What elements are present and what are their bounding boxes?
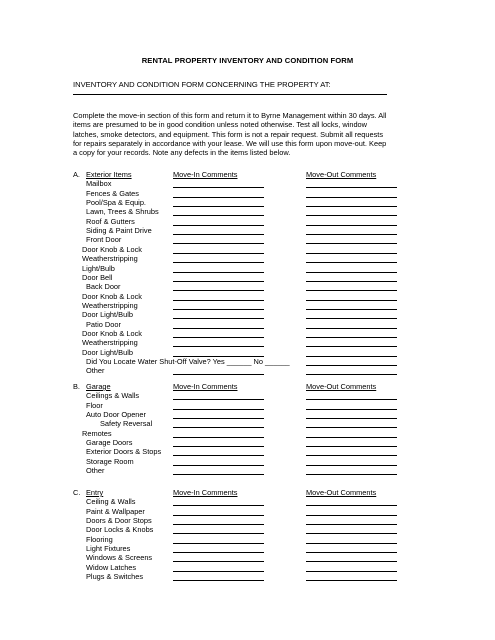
move-in-comment-field[interactable] — [173, 374, 264, 375]
section-title: Entry — [86, 488, 104, 497]
move-out-comment-field[interactable] — [306, 206, 397, 207]
move-in-comment-field[interactable] — [173, 309, 264, 310]
item-label: Other — [86, 466, 105, 476]
move-in-comment-field[interactable] — [173, 437, 264, 438]
move-out-comment-field[interactable] — [306, 337, 397, 338]
move-out-comment-field[interactable] — [306, 225, 397, 226]
move-in-comment-field[interactable] — [173, 187, 264, 188]
section-letter: C. — [73, 488, 81, 497]
item-label: Ceiling & Walls — [86, 497, 136, 507]
section-letter: B. — [73, 382, 80, 391]
item-label: Remotes — [82, 428, 112, 438]
item-label: Doors & Door Stops — [86, 516, 152, 526]
item-label: Garage Doors — [86, 438, 133, 448]
move-in-comment-field[interactable] — [173, 571, 264, 572]
item-label: Storage Room — [86, 456, 134, 466]
item-label: Exterior Doors & Stops — [86, 447, 162, 457]
item-label: Light Fixtures — [86, 544, 131, 554]
item-label: Paint & Wallpaper — [86, 506, 145, 516]
move-in-comment-field[interactable] — [173, 197, 264, 198]
item-label: Door Locks & Knobs — [86, 525, 154, 535]
move-out-comment-field[interactable] — [306, 543, 397, 544]
move-out-comment-field[interactable] — [306, 409, 397, 410]
item-label: Door Knob & Lock — [82, 328, 142, 338]
item-label: Flooring — [86, 534, 113, 544]
item-label: Safety Reversal — [100, 419, 153, 429]
instruction-line: for repairs separately in accordance with your lease. We will use this form upon move-out. Keep — [73, 138, 387, 148]
move-in-comment-field[interactable] — [173, 418, 264, 419]
item-label: Did You Locate Water Shut-Off Valve? Yes ______ No ______ — [86, 357, 290, 366]
item-label: Light/Bulb — [82, 263, 115, 273]
move-in-comment-field[interactable] — [173, 290, 264, 291]
item-label: Roof & Gutters — [86, 216, 135, 226]
item-label: Back Door — [86, 282, 121, 292]
move-in-comment-field[interactable] — [173, 455, 264, 456]
move-out-comment-field[interactable] — [306, 234, 397, 235]
move-in-comment-field[interactable] — [173, 399, 264, 400]
item-label: Other — [86, 366, 105, 376]
item-label: Weatherstripping — [82, 300, 138, 310]
move-in-comment-field[interactable] — [173, 300, 264, 301]
move-out-comment-field[interactable] — [306, 262, 397, 263]
move-in-comment-field[interactable] — [173, 215, 264, 216]
move-in-comment-field[interactable] — [173, 543, 264, 544]
move-out-comment-field[interactable] — [306, 524, 397, 525]
item-label: Auto Door Opener — [86, 410, 146, 420]
move-in-comment-field[interactable] — [173, 346, 264, 347]
item-label: Fences & Gates — [86, 188, 139, 198]
move-in-comment-field[interactable] — [173, 427, 264, 428]
move-out-comment-field[interactable] — [306, 446, 397, 447]
move-in-comment-field[interactable] — [173, 225, 264, 226]
move-in-comment-field[interactable] — [173, 234, 264, 235]
move-out-comment-field[interactable] — [306, 455, 397, 456]
property-address-label: INVENTORY AND CONDITION FORM CONCERNING THE PROPERTY AT: — [73, 80, 331, 89]
move-out-comment-field[interactable] — [306, 418, 397, 419]
item-label: Door Knob & Lock — [82, 244, 142, 254]
item-label: Door Light/Bulb — [82, 347, 133, 357]
move-out-comment-field[interactable] — [306, 197, 397, 198]
move-out-comment-field[interactable] — [306, 580, 397, 581]
move-out-header: Move-Out Comments — [306, 488, 377, 497]
item-label: Pool/Spa & Equip. — [86, 198, 146, 208]
item-label: Door Bell — [82, 272, 113, 282]
move-in-comment-field[interactable] — [173, 337, 264, 338]
move-out-comment-field[interactable] — [306, 533, 397, 534]
section-title: Exterior Items — [86, 170, 132, 179]
move-out-comment-field[interactable] — [306, 365, 397, 366]
move-in-comment-field[interactable] — [173, 206, 264, 207]
move-in-header: Move-In Comments — [173, 382, 238, 391]
item-label: Front Door — [86, 235, 122, 245]
move-in-comment-field[interactable] — [173, 515, 264, 516]
move-in-header: Move-In Comments — [173, 170, 238, 179]
move-in-comment-field[interactable] — [173, 409, 264, 410]
move-out-comment-field[interactable] — [306, 399, 397, 400]
move-in-comment-field[interactable] — [173, 533, 264, 534]
move-in-comment-field[interactable] — [173, 465, 264, 466]
move-out-comment-field[interactable] — [306, 356, 397, 357]
move-out-header: Move-Out Comments — [306, 382, 377, 391]
item-label: Lawn, Trees & Shrubs — [86, 207, 159, 217]
move-in-comment-field[interactable] — [173, 328, 264, 329]
move-out-comment-field[interactable] — [306, 281, 397, 282]
item-label: Plugs & Switches — [86, 572, 144, 582]
move-out-comment-field[interactable] — [306, 374, 397, 375]
move-out-comment-field[interactable] — [306, 215, 397, 216]
section-title: Garage — [86, 382, 111, 391]
move-in-comment-field[interactable] — [173, 243, 264, 244]
move-out-comment-field[interactable] — [306, 505, 397, 506]
move-out-comment-field[interactable] — [306, 346, 397, 347]
move-out-comment-field[interactable] — [306, 290, 397, 291]
item-label: Floor — [86, 400, 103, 410]
move-in-comment-field[interactable] — [173, 272, 264, 273]
move-in-header: Move-In Comments — [173, 488, 238, 497]
item-label: Windows & Screens — [86, 553, 153, 563]
instructions — [73, 111, 423, 157]
section-letter: A. — [73, 170, 80, 179]
move-in-comment-field[interactable] — [173, 281, 264, 282]
move-out-comment-field[interactable] — [306, 253, 397, 254]
item-label: Door Light/Bulb — [82, 310, 133, 320]
move-out-comment-field[interactable] — [306, 187, 397, 188]
item-label: Mailbox — [86, 179, 112, 189]
item-label: Weatherstripping — [82, 338, 138, 348]
move-out-comment-field[interactable] — [306, 465, 397, 466]
move-in-comment-field[interactable] — [173, 580, 264, 581]
move-out-comment-field[interactable] — [306, 552, 397, 553]
move-out-comment-field[interactable] — [306, 318, 397, 319]
move-in-comment-field[interactable] — [173, 262, 264, 263]
item-label: Weatherstripping — [82, 254, 138, 264]
move-out-comment-field[interactable] — [306, 243, 397, 244]
form-title: RENTAL PROPERTY INVENTORY AND CONDITION FORM — [141, 56, 354, 65]
move-out-comment-field[interactable] — [306, 474, 397, 475]
property-address-line[interactable] — [73, 94, 387, 95]
item-label: Door Knob & Lock — [82, 291, 142, 301]
move-in-comment-field[interactable] — [173, 505, 264, 506]
move-out-comment-field[interactable] — [306, 328, 397, 329]
move-out-comment-field[interactable] — [306, 437, 397, 438]
move-in-comment-field[interactable] — [173, 318, 264, 319]
item-label: Siding & Paint Drive — [86, 226, 152, 236]
instruction-line: a copy for your records. Note any defects in the items listed below. — [73, 148, 291, 158]
move-in-comment-field[interactable] — [173, 561, 264, 562]
item-label: Patio Door — [86, 319, 121, 329]
move-out-comment-field[interactable] — [306, 571, 397, 572]
instruction-line: items are presumed to be in good condition unless noted otherwise. Test all locks, window — [73, 120, 368, 130]
move-out-comment-field[interactable] — [306, 309, 397, 310]
move-out-comment-field[interactable] — [306, 561, 397, 562]
move-in-comment-field[interactable] — [173, 524, 264, 525]
move-out-header: Move-Out Comments — [306, 170, 377, 179]
item-label: Widow Latches — [86, 562, 137, 572]
move-in-comment-field[interactable] — [173, 474, 264, 475]
move-out-comment-field[interactable] — [306, 300, 397, 301]
move-in-comment-field[interactable] — [173, 446, 264, 447]
instruction-line: Complete the move-in section of this form and return it to Byrne Management within 30 days. All — [73, 111, 387, 120]
move-out-comment-field[interactable] — [306, 272, 397, 273]
item-label: Ceilings & Walls — [86, 391, 140, 401]
move-out-comment-field[interactable] — [306, 515, 397, 516]
move-out-comment-field[interactable] — [306, 427, 397, 428]
move-in-comment-field[interactable] — [173, 253, 264, 254]
move-in-comment-field[interactable] — [173, 552, 264, 553]
instruction-line: latches, smoke detectors, and equipment. This form is not a repair request. Submit all requests — [73, 129, 384, 139]
